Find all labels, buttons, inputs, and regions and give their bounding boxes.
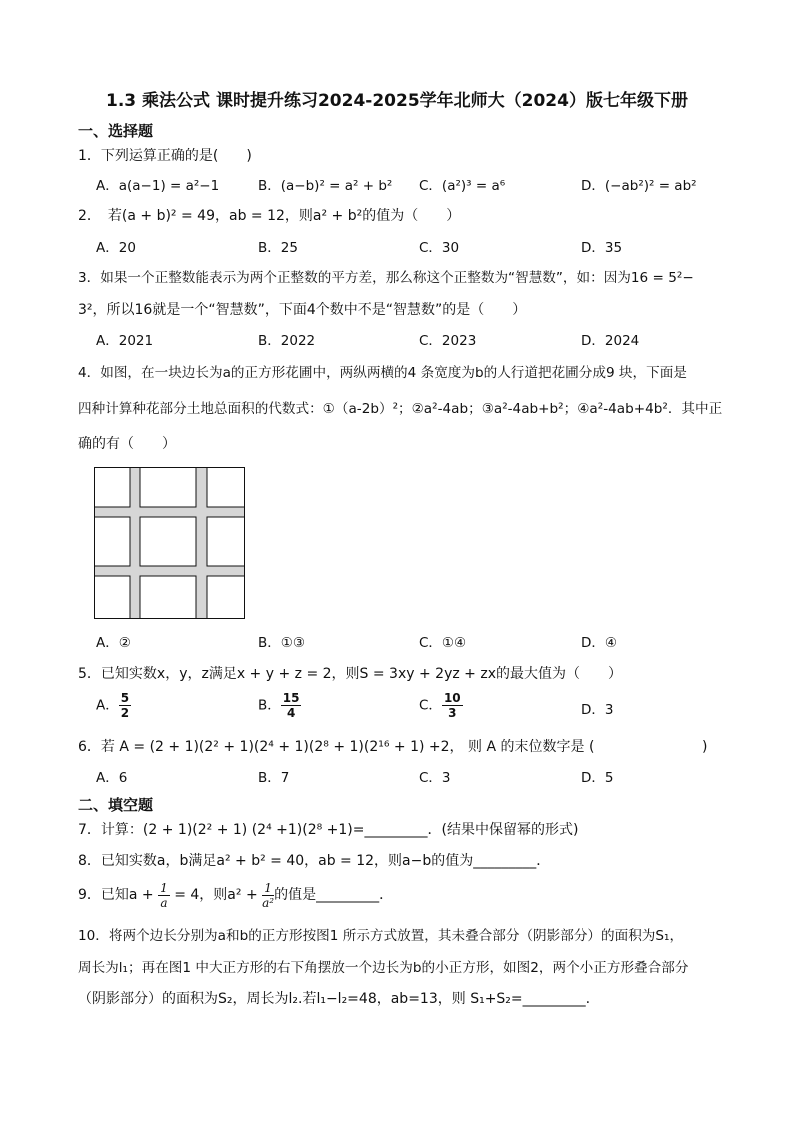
q1-option-b[interactable]: B．(a−b)² = a² + b²: [258, 178, 393, 194]
q6-option-d[interactable]: D．5: [581, 770, 614, 786]
q4-option-c[interactable]: C．①④: [419, 635, 467, 651]
q6-option-c[interactable]: C．3: [419, 770, 451, 786]
section-heading-fill: 二、填空题: [78, 796, 154, 814]
q4-line-3: 确的有（ ）: [78, 436, 176, 452]
q3-option-d[interactable]: D．2024: [581, 333, 640, 349]
q2-option-d[interactable]: D．35: [581, 240, 623, 256]
q5-option-b[interactable]: [258, 692, 301, 719]
q5-stem: 5．已知实数x，y，z满足x + y + z = 2，则S = 3xy + 2yz + zx的最大值为（ ）: [78, 666, 622, 682]
q3-option-b[interactable]: B．2022: [258, 333, 316, 349]
q2-option-c[interactable]: C．30: [419, 240, 460, 256]
q5-option-a-fraction: $\frac{5}{2}$: [120, 691, 130, 720]
path-horizontal-bottom: [95, 566, 244, 576]
q10-line-2: 周长为l₁；再在图1 中大正方形的右下角摆放一个边长为b的小正方形，如图2，两个小正方形叠合部分: [78, 960, 689, 976]
q1-option-c[interactable]: C．(a²)³ = a⁶: [419, 178, 506, 194]
q9-text: 9．已知a + $\frac{1}{a}$ = 4，则a² + $\frac{1}{\text{a²}}$ 的值是_________．: [78, 880, 394, 910]
garden-path-figure: [94, 467, 246, 620]
q1-option-d[interactable]: D．(−ab²)² = ab²: [581, 178, 697, 194]
q1-stem: 1．下列运算正确的是( ): [78, 148, 252, 164]
q3-line-1: 3．如果一个正整数能表示为两个正整数的平方差，那么称这个正整数为“智慧数”，如：因为16 = 5²−: [78, 270, 694, 286]
q10-line-3: （阴影部分）的面积为S₂，周长为l₂.若l₁−l₂=48，ab=13，则 S₁+S₂=_________.: [78, 991, 591, 1007]
section-heading-choice: 一、选择题: [78, 122, 154, 140]
q6-option-a[interactable]: A．6: [96, 770, 128, 786]
q4-option-b[interactable]: B．①③: [258, 635, 305, 651]
path-horizontal-top: [95, 507, 244, 517]
q5-option-c-fraction: $\frac{10}{3}$: [443, 691, 461, 720]
q5-option-c-label: C．: [419, 697, 442, 714]
q4-line-1: 4．如图，在一块边长为a的正方形花圃中，两纵两横的4 条宽度为b的人行道把花圃分成9 块，下面是: [78, 365, 687, 381]
q5-option-b-fraction: $\frac{15}{4}$: [282, 691, 300, 720]
q9-fraction-1: $\frac{1}{a}$: [160, 880, 168, 910]
q5-option-c[interactable]: [419, 692, 463, 719]
q2-option-b[interactable]: B．25: [258, 240, 298, 256]
q9-fraction-2: $\frac{1}{\text{a²}}$: [262, 880, 275, 910]
q4-line-2: 四种计算种花部分土地总面积的代数式：①（a-2b）²；②a²-4ab；③a²-4ab+b²；④a²-4ab+4b²．其中正: [78, 401, 723, 417]
q4-option-a[interactable]: A．②: [96, 635, 131, 651]
q5-option-a-label: A．: [96, 697, 119, 714]
q5-option-d[interactable]: D．3: [581, 702, 614, 718]
q8-text: 8．已知实数a，b满足a² + b² = 40，ab = 12，则a−b的值为_________．: [78, 853, 551, 869]
q1-option-a[interactable]: A．a(a−1) = a²−1: [96, 178, 220, 194]
q6-stem: 6．若 A = (2 + 1)(2² + 1)(2⁴ + 1)(2⁸ + 1)(2¹⁶ + 1) +2， 则 A 的末位数字是 (: [78, 739, 595, 755]
q4-option-d[interactable]: D．④: [581, 635, 617, 651]
q6-close-paren: ): [702, 739, 708, 755]
path-vertical-left: [130, 468, 140, 618]
flower-plots: [95, 468, 245, 619]
q2-option-a[interactable]: A．20: [96, 240, 136, 256]
q2-stem: 2． 若(a + b)² = 49，ab = 12，则a² + b²的值为（ ）: [78, 208, 461, 224]
path-vertical-right: [196, 468, 207, 618]
q3-line-2: 3²，所以16就是一个“智慧数”，下面4个数中不是“智慧数”的是（ ）: [78, 302, 527, 318]
q3-option-a[interactable]: A．2021: [96, 333, 154, 349]
q5-option-a[interactable]: [96, 692, 131, 719]
q7-text: 7．计算：(2 + 1)(2² + 1) (2⁴ +1)(2⁸ +1)=_________．(结果中保留幂的形式): [78, 822, 579, 838]
q5-option-b-label: B．: [258, 697, 281, 714]
q6-option-b[interactable]: B．7: [258, 770, 290, 786]
page-title: 1.3 乘法公式 课时提升练习2024-2025学年北师大（2024）版七年级下册: [106, 91, 688, 111]
q3-option-c[interactable]: C．2023: [419, 333, 477, 349]
q10-line-1: 10．将两个边长分别为a和b的正方形按图1 所示方式放置，其未叠合部分（阴影部分）的面积为S₁，: [78, 928, 684, 944]
